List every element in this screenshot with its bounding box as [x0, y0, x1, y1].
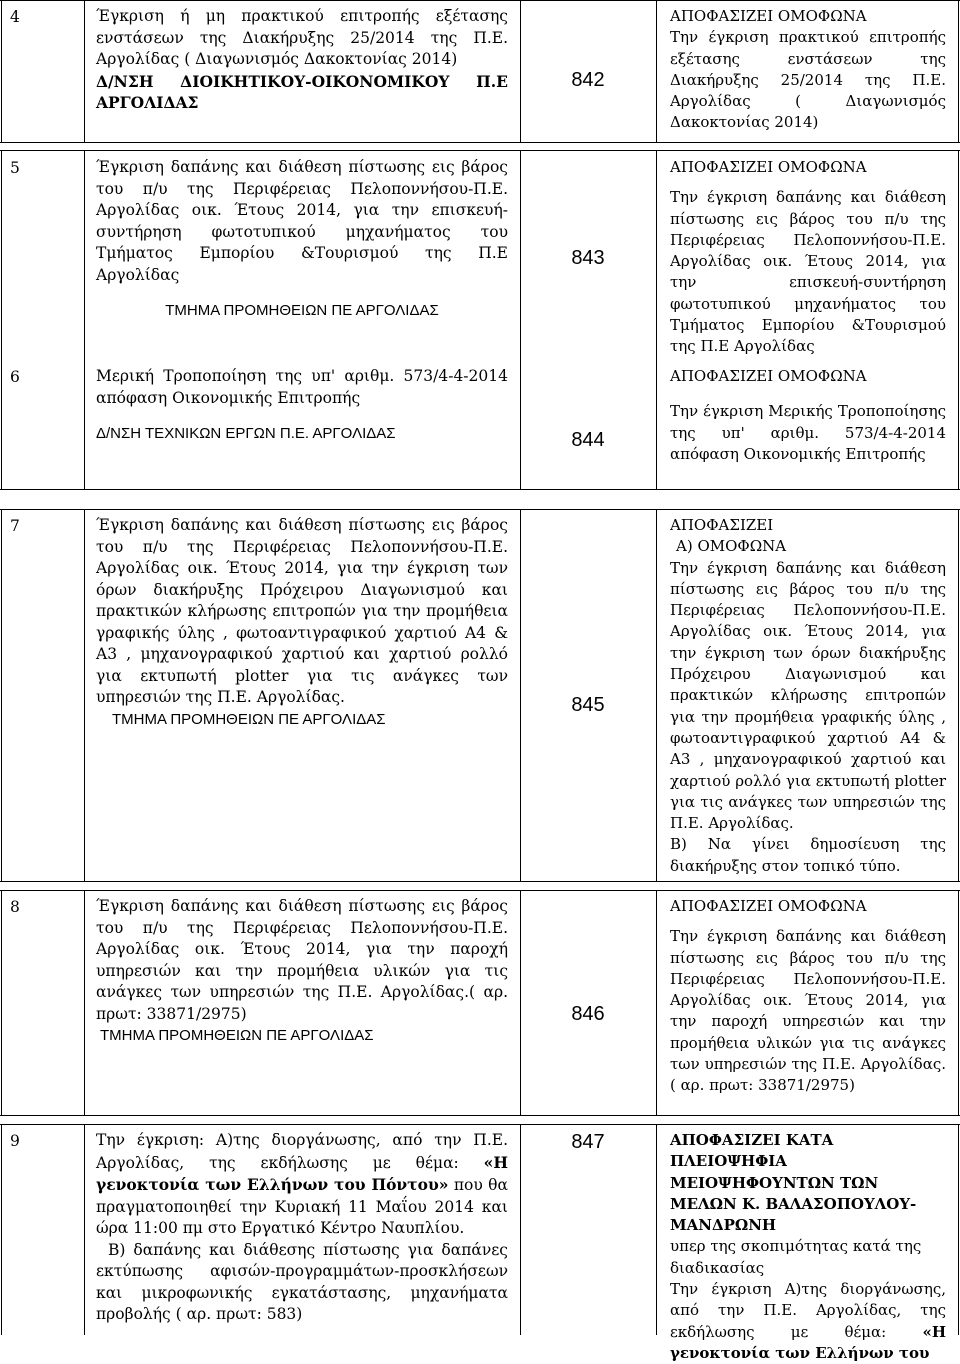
- decision-text-main: Την έγκριση Α)της διοργάνωσης, από την Π.Ε. Αργολίδας, της εκδήλωσης με θέμα:: [670, 1280, 946, 1341]
- decision-cell: [670, 6, 946, 134]
- decision-text: Την έγκριση δαπάνης και διάθεση πίστωσης εις βάρος του π/υ της Περιφέρειας Πελοποννήσου-Π.Ε. Αργολίδας οικ. Έτους 2014, για την επισκευή-συντήρηση φωτοτυπικού μηχανήματος του Τμήματος Εμπορίου &Τουρισμού της Π.Ε Αργολίδας: [670, 188, 946, 356]
- decision-note: υπερ της σκοπιμότητας κατά της διαδικασίας: [670, 1237, 922, 1277]
- decision-code: 847: [571, 1131, 605, 1153]
- subject-cell: [96, 1130, 508, 1326]
- subject-cell: [96, 6, 508, 114]
- decision-code: 846: [571, 1003, 605, 1025]
- subject-cell: [96, 896, 508, 1047]
- decision-cell: [670, 157, 946, 358]
- subject-text: Έγκριση δαπάνης και διάθεση πίστωσης εις βάρος του π/υ της Περιφέρειας Πελοποννήσου-Π.Ε. Αργολίδας οικ. Έτους 2014, για την παροχή υπηρεσιών και την προμήθεια υλικών για τις ανάγκες των υπηρεσιών της Π.Ε. Αργολίδας.( αρ. πρωτ: 33871/2975): [96, 897, 508, 1023]
- subject-cell: [96, 515, 508, 730]
- department-label: ΤΜΗΜΑ ΠΡΟΜΗΘΕΙΩΝ ΠΕ ΑΡΓΟΛΙΔΑΣ: [165, 302, 439, 319]
- decision-subheading: Α) ΟΜΟΦΩΝΑ: [676, 537, 787, 556]
- subject-cell: [96, 366, 508, 445]
- decision-text: Την έγκριση Μερικής Τροποποίησης της υπ' αριθμ. 573/4-4-2014 απόφαση Οικονομικής Επιτροπής: [670, 402, 946, 463]
- table-row: [0, 509, 960, 882]
- decision-code: 843: [571, 247, 605, 269]
- row-number: 5: [10, 159, 20, 177]
- department-label: ΤΜΗΜΑ ΠΡΟΜΗΘΕΙΩΝ ΠΕ ΑΡΓΟΛΙΔΑΣ: [100, 1027, 374, 1044]
- decision-heading: ΑΠΟΦΑΣΙΖΕΙ: [670, 516, 774, 534]
- decision-event-title: «Η γενοκτονία των Ελλήνων του: [670, 1322, 946, 1362]
- decision-text: Την έγκριση δαπάνης και διάθεση πίστωσης εις βάρος του π/υ της Περιφέρειας Πελοποννήσου-Π.Ε. Αργολίδας οικ. Έτους 2014, για την έγκριση των όρων διακήρυξης Πρόχειρου Διαγωνισμού και πρακτικών κλήρωσης επιτροπών για την προμήθεια γραφικής ύλης , φωτοαντιγραφικού χαρτιού Α4 & Α3 , μηχανογραφικού χαρτιού και χαρτιού ρολλό για εκτυπωτή plotter για τις ανάγκες των υπηρεσιών της Π.Ε. Αργολίδας.: [670, 558, 946, 833]
- subject-text-a-end: που θα πραγματοποιηθεί την Κυριακή 11 Μαΐου 2014 και ώρα 11:00 πμ στο Εργατικό Κέντρο Ναυπλίου.: [96, 1176, 508, 1237]
- subject-text-b: Β) δαπάνης και διάθεσης πίστωσης για δαπάνες εκτύπωσης αφισών-προγραμμάτων-προσκλήσεων και μικροφωνικής εγκατάστασης, μηχανήματα προβολής ( αρ. πρωτ: 583): [96, 1240, 508, 1323]
- table-row: [0, 150, 960, 490]
- decision-heading: ΑΠΟΦΑΣΙΖΕΙ ΟΜΟΦΩΝΑ: [670, 7, 867, 25]
- decision-text: Την έγκριση πρακτικού επιτροπής εξέτασης ενστάσεων της Διακήρυξης 25/2014 της Π.Ε. Αργολίδας ( Διαγωνισμός Δακοκτονίας 2014): [670, 28, 946, 132]
- decision-cell: [670, 1130, 946, 1364]
- decision-heading: ΑΠΟΦΑΣΙΖΕΙ ΟΜΟΦΩΝΑ: [670, 158, 867, 176]
- row-number: 8: [10, 898, 20, 916]
- row-number: 7: [10, 517, 20, 535]
- decision-heading: ΑΠΟΦΑΣΙΖΕΙ ΟΜΟΦΩΝΑ: [670, 897, 867, 915]
- decision-extra: Β) Να γίνει δημοσίευση της διακήρυξης στον τοπικό τύπο.: [670, 835, 946, 875]
- row-number: 6: [10, 368, 20, 386]
- subject-text: Έγκριση δαπάνης και διάθεση πίστωσης εις βάρος του π/υ της Περιφέρειας Πελοποννήσου-Π.Ε. Αργολίδας οικ. Έτους 2014, για την έγκριση των όρων διακήρυξης Πρόχειρου Διαγωνισμού και πρακτικών κλήρωσης επιτροπών για την προμήθεια γραφικής ύλης , φωτοαντιγραφικού χαρτιού Α4 & Α3 , μηχανογραφικού χαρτιού και χαρτιού ρολλό για εκτυπωτή plotter για τις ανάγκες των υπηρεσιών της Π.Ε. Αργολίδας.: [96, 516, 508, 706]
- subject-text: Έγκριση δαπάνης και διάθεση πίστωσης εις βάρος του π/υ της Περιφέρειας Πελοποννήσου-Π.Ε. Αργολίδας οικ. Έτους 2014, για την επισκευή-συντήρηση φωτοτυπικού μηχανήματος του Τμήματος Εμπορίου &Τουρισμού της Π.Ε Αργολίδας: [96, 158, 508, 284]
- table-row: [0, 1124, 960, 1362]
- decision-code: 844: [571, 429, 605, 451]
- table-row: [0, 0, 960, 143]
- department-label: Δ/ΝΣΗ ΤΕΧΝΙΚΩΝ ΕΡΓΩΝ Π.Ε. ΑΡΓΟΛΙΔΑΣ: [96, 425, 396, 442]
- table-row: [0, 890, 960, 1116]
- row-number: 4: [10, 8, 20, 26]
- decision-cell: [670, 366, 946, 465]
- subject-text: Μερική Τροποποίηση της υπ' αριθμ. 573/4-4-2014 απόφαση Οικονομικής Επιτροπής: [96, 367, 508, 407]
- decision-cell: [670, 515, 946, 877]
- subject-cell: [96, 157, 508, 322]
- subject-text: [96, 1130, 508, 1240]
- decision-cell: [670, 896, 946, 1097]
- event-title: «Η γενοκτονία των Ελλήνων του Πόντου»: [96, 1152, 508, 1194]
- decision-heading: ΑΠΟΦΑΣΙΖΕΙ ΟΜΟΦΩΝΑ: [670, 367, 867, 385]
- subject-text: Έγκριση ή μη πρακτικού επιτροπής εξέτασης ενστάσεων της Διακήρυξης 25/2014 της Π.Ε. Αργολίδας ( Διαγωνισμός Δακοκτονίας 2014): [96, 7, 508, 68]
- department-label: ΤΜΗΜΑ ΠΡΟΜΗΘΕΙΩΝ ΠΕ ΑΡΓΟΛΙΔΑΣ: [112, 710, 386, 728]
- decision-code: 842: [571, 69, 605, 91]
- decision-heading: ΑΠΟΦΑΣΙΖΕΙ ΚΑΤΑ ΠΛΕΙΟΨΗΦΙΑ ΜΕΙΟΨΗΦΟΥΝΤΩΝ ΤΩΝ ΜΕΛΩΝ Κ. ΒΑΛΑΣΟΠΟΥΛΟΥ-ΜΑΝΔΡΩΝΗ: [670, 1131, 917, 1235]
- decision-text: Την έγκριση δαπάνης και διάθεση πίστωσης εις βάρος του π/υ της Περιφέρειας Πελοποννήσου-Π.Ε. Αργολίδας οικ. Έτους 2014, για την παροχή υπηρεσιών και την προμήθεια υλικών για τις ανάγκες των υπηρεσιών της Π.Ε. Αργολίδας. ( αρ. πρωτ: 33871/2975): [670, 927, 946, 1095]
- decision-code: 845: [571, 694, 605, 716]
- row-number: 9: [10, 1132, 20, 1150]
- department-label: Δ/ΝΣΗ ΔΙΟΙΚΗΤΙΚΟΥ-ΟΙΚΟΝΟΜΙΚΟΥ Π.Ε ΑΡΓΟΛΙΔΑΣ: [96, 71, 508, 112]
- subject-text-a: Την έγκριση: Α)της διοργάνωσης, από την Π.Ε. Αργολίδας, της εκδήλωσης με θέμα:: [96, 1131, 508, 1172]
